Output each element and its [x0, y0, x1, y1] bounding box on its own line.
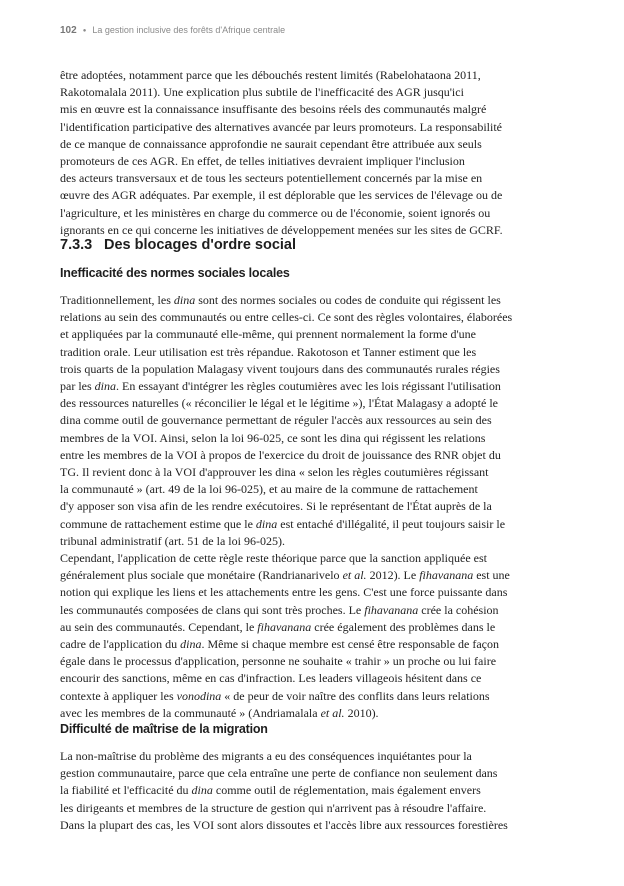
- paragraph-2: [60, 292, 552, 550]
- text-line: ignorants en ce qui concerne les initiatives de développement menées sur les sites de GCRF.: [60, 222, 503, 237]
- running-header: [60, 25, 285, 36]
- text-line: les communautés composées de clans qui sont très proches. Le fihavanana crée la cohésion: [60, 602, 499, 617]
- text-line: La non-maîtrise du problème des migrants a eu des conséquences inquiétantes pour la: [60, 749, 472, 763]
- subheading-social-norms: Inefficacité des normes sociales locales: [60, 266, 290, 280]
- text-line: entre les membres de la VOI à propos de l'exercice du droit de jouissance des RNR objet du: [60, 447, 501, 462]
- book-title: La gestion inclusive des forêts d'Afrique centrale: [92, 25, 286, 35]
- italic-term: dina: [173, 293, 196, 307]
- text-line: notion qui explique les liens et les attachements entre les gens. C'est une force puissante dans: [60, 585, 508, 600]
- paragraph-1: [60, 67, 552, 239]
- header-separator: ●: [82, 28, 87, 34]
- text-line: contexte à appliquer les vonodina « de peur de voir naître des conflits dans leurs relations: [60, 688, 490, 703]
- text-line: Dans la plupart des cas, les VOI sont alors dissoutes et l'accès libre aux ressources forestières: [60, 817, 508, 832]
- italic-term: fihavanana: [419, 568, 474, 583]
- text-line: égale dans le processus d'application, personne ne souhaite « trahir » un proche ou lui faire: [60, 654, 497, 669]
- subheading-migration: Difficulté de maîtrise de la migration: [60, 722, 268, 736]
- italic-term: dina: [180, 637, 202, 652]
- paragraph-4: [60, 748, 552, 834]
- text-line: par les dina. En essayant d'intégrer les règles coutumières avec les lois régissant l'utilisation: [60, 379, 501, 394]
- text-line: tradition orale. Leur utilisation est très répandue. Rakotoson et Tanner estiment que les: [60, 344, 477, 359]
- text-line: dina comme outil de gouvernance permettant de réguler l'accès aux ressources au sein des: [60, 413, 492, 428]
- italic-term: vonodina: [176, 688, 222, 703]
- text-line: des ressources naturelles (« réconcilier le légal et le légitime »), l'État Malagasy a adopté le: [60, 396, 498, 411]
- text-line: œuvre des AGR adéquates. Par exemple, il est déplorable que les services de l'élevage ou de: [60, 188, 503, 203]
- text-line: avec les membres de la communauté » (Andriamalala et al. 2010).: [60, 705, 379, 720]
- text-line: l'identification participative des alternatives avancée par leurs promoteurs. La responsabilité: [60, 119, 502, 134]
- section-heading: [60, 237, 296, 253]
- text-line: l'agriculture, et les ministères en charge du commerce ou de l'économie, soient ignorés ou: [60, 205, 491, 220]
- text-line: des acteurs transversaux et de tous les secteurs potentiellement concernés par la mise en: [60, 171, 483, 186]
- text-line: la communauté » (art. 49 de la loi 96-025), et au maire de la commune de rattachement: [60, 482, 478, 497]
- text-line: relations au sein des communautés ou entre celles-ci. Ce sont des règles volontaires, élaborées: [60, 310, 513, 325]
- text-line: TG. Il revient donc à la VOI d'approuver les dina « selon les règles coutumières régissant: [60, 465, 489, 480]
- paragraph-3: [60, 550, 552, 722]
- italic-term: fihavanana: [257, 619, 312, 634]
- italic-term: et al.: [342, 568, 367, 583]
- text-line: Rakotomalala 2011). Une explication plus subtile de l'inefficacité des AGR jusqu'ici: [60, 85, 464, 100]
- text-line: la fiabilité et l'efficacité du dina comme outil de réglementation, mais également envers: [60, 783, 481, 798]
- text-line: Traditionnellement, les dina sont des normes sociales ou codes de conduite qui régissent les: [60, 293, 501, 307]
- text-line: trois quarts de la population Malagasy vivent toujours dans des communautés rurales régies: [60, 361, 500, 376]
- text-line: d'y apposer son visa afin de les rendre exécutoires. Si le représentant de l'État auprès de la: [60, 499, 492, 514]
- text-line: promoteurs de ces AGR. En effet, de telles initiatives devraient impliquer l'inclusion: [60, 154, 465, 169]
- text-line: être adoptées, notamment parce que les débouchés restent limités (Rabelohataona 2011,: [60, 68, 481, 82]
- text-line: gestion communautaire, parce que cela entraîne une perte de confiance non seulement dans: [60, 766, 498, 781]
- text-line: de ce manque de connaissance approfondie ne saurait cependant être attribuée aux seuls: [60, 136, 482, 151]
- section-title: Des blocages d'ordre social: [104, 237, 297, 253]
- page-number: 102: [60, 25, 77, 36]
- italic-term: dina: [191, 783, 213, 798]
- text-line: membres de la VOI. Ainsi, selon la loi 96-025, ce sont les dina qui régissent les relations: [60, 430, 486, 445]
- text-line: généralement plus sociale que monétaire (Randrianarivelo et al. 2012). Le fihavanana est une: [60, 568, 510, 583]
- text-line: tribunal administratif (art. 51 de la loi 96-025).: [60, 533, 285, 548]
- text-line: commune de rattachement estime que le dina est entaché d'illégalité, il peut toujours saisir le: [60, 516, 506, 531]
- text-line: et appliquées par la communauté elle-même, qui prennent normalement la forme d'une: [60, 327, 477, 342]
- italic-term: dina: [94, 379, 116, 394]
- text-line: mis en œuvre est la connaissance insuffisante des besoins réels des communautés malgré: [60, 102, 487, 117]
- italic-term: dina: [255, 516, 278, 531]
- italic-term: et al.: [320, 705, 345, 720]
- section-number: 7.3.3: [60, 237, 93, 253]
- text-line: cadre de l'application du dina. Même si chaque membre est censé être responsable de façon: [60, 637, 500, 652]
- italic-term: fihavanana: [364, 602, 419, 617]
- text-line: les dirigeants et membres de la structure de gestion qui n'arrivent pas à résoudre l'affaire.: [60, 800, 487, 815]
- text-line: encourir des sanctions, même en cas d'infraction. Les leaders villageois hésitent dans ce: [60, 671, 482, 686]
- text-line: Cependant, l'application de cette règle reste théorique parce que la sanction appliquée est: [60, 551, 487, 565]
- text-line: au sein des communautés. Cependant, le fihavanana crée également des problèmes dans le: [60, 619, 496, 634]
